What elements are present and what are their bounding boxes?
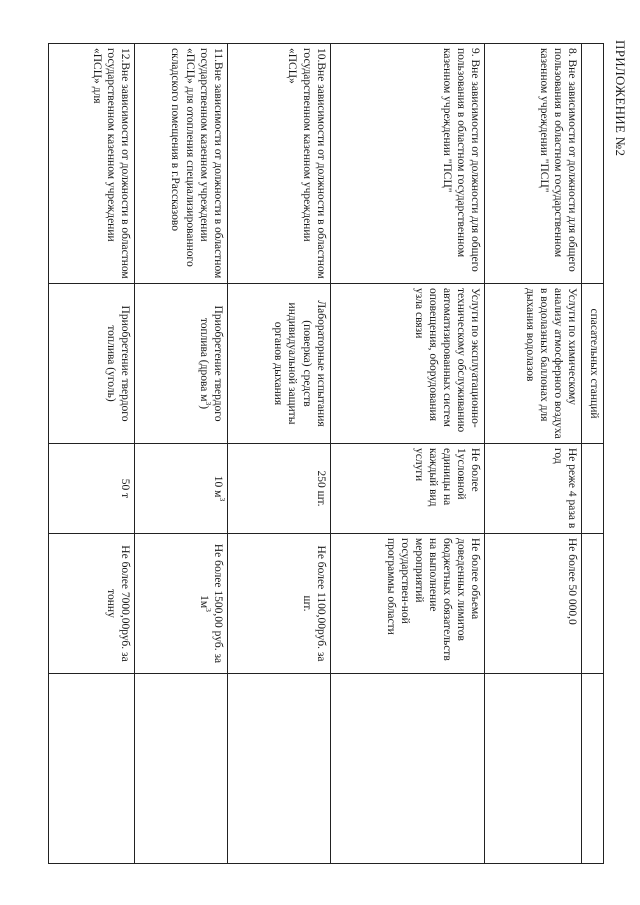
empty-cell <box>330 674 484 864</box>
service-cell: Услуги по эксплуатационно-техническому обслуживанию автоматизированных систем оповещения, оборудования узла связи <box>330 284 484 444</box>
service-cell <box>134 284 227 444</box>
quantity-cell: 250 шт. <box>227 444 330 534</box>
category-cell: 8. Вне зависимости от должности для общего пользования в областном государственном казенном учреждении "ПСЦ" <box>485 44 582 284</box>
price-cell: Не более 7000,00руб. за тонну <box>49 534 135 674</box>
table-cell <box>582 444 604 534</box>
table-cell-spill: спасательных станций <box>582 284 604 444</box>
table-row <box>485 44 582 864</box>
price-text: Не более 1500,00 руб. за 1м <box>197 543 224 664</box>
table-cell <box>582 44 604 284</box>
superscript: 3 <box>203 608 213 612</box>
price-cell: Не более объема доведенных лимитов бюджетных обязательств на выполнение мероприятий государствен-ной программы области <box>330 534 484 674</box>
category-cell: 10.Вне зависимости от должности в областном государственном казенном учреждении «ПСЦ» <box>227 44 330 284</box>
service-tail: ) <box>197 405 210 410</box>
empty-cell <box>134 674 227 864</box>
appendix-label: ПРИЛОЖЕНИЕ №2 <box>613 40 628 157</box>
service-cell: Приобретение твердого топлива (уголь) <box>49 284 135 444</box>
table-row <box>49 44 135 864</box>
category-cell: 12.Вне зависимости от должности в областном государственном казенном учреждении «ПСЦ» для <box>49 44 135 284</box>
quantity-cell: Не более 1условной единицы на каждый вид услуги <box>330 444 484 534</box>
table-cell <box>582 674 604 864</box>
superscript: 3 <box>203 401 213 406</box>
service-cell: Услуги по химическому анализу атмосферного воздуха в водолазных баллонах для дыхания водолазов <box>485 284 582 444</box>
quantity-cell: Не реже 4 раза в год <box>485 444 582 534</box>
price-cell: Не более 50 000,0 <box>485 534 582 674</box>
table-row <box>330 44 484 864</box>
superscript: 3 <box>217 497 227 502</box>
category-cell: 11.Вне зависимости от должности в областном государственном казенном учреждении «ПСЦ» для отопления специализированного складского помещения в г.Рассказово <box>134 44 227 284</box>
table-row-spill <box>582 44 604 864</box>
table-cell <box>582 534 604 674</box>
empty-cell <box>485 674 582 864</box>
service-cell: Лабораторные испытания (поверка) средств индивидуальной защиты органов дыхания <box>227 284 330 444</box>
category-cell: 9. Вне зависимости от должности для общего пользования в областном государственном казенном учреждении "ПСЦ" <box>330 44 484 284</box>
quantity-cell <box>134 444 227 534</box>
table-row <box>227 44 330 864</box>
empty-cell <box>227 674 330 864</box>
quantity-text: 10 м <box>211 475 224 498</box>
quantity-cell: 50 т <box>49 444 135 534</box>
price-cell: Не более 1100,00руб. за шт. <box>227 534 330 674</box>
requirements-table <box>48 43 604 864</box>
table-row <box>134 44 227 864</box>
empty-cell <box>49 674 135 864</box>
service-text: Приобретение твердого топлива (дрова м <box>197 305 224 422</box>
price-cell <box>134 534 227 674</box>
